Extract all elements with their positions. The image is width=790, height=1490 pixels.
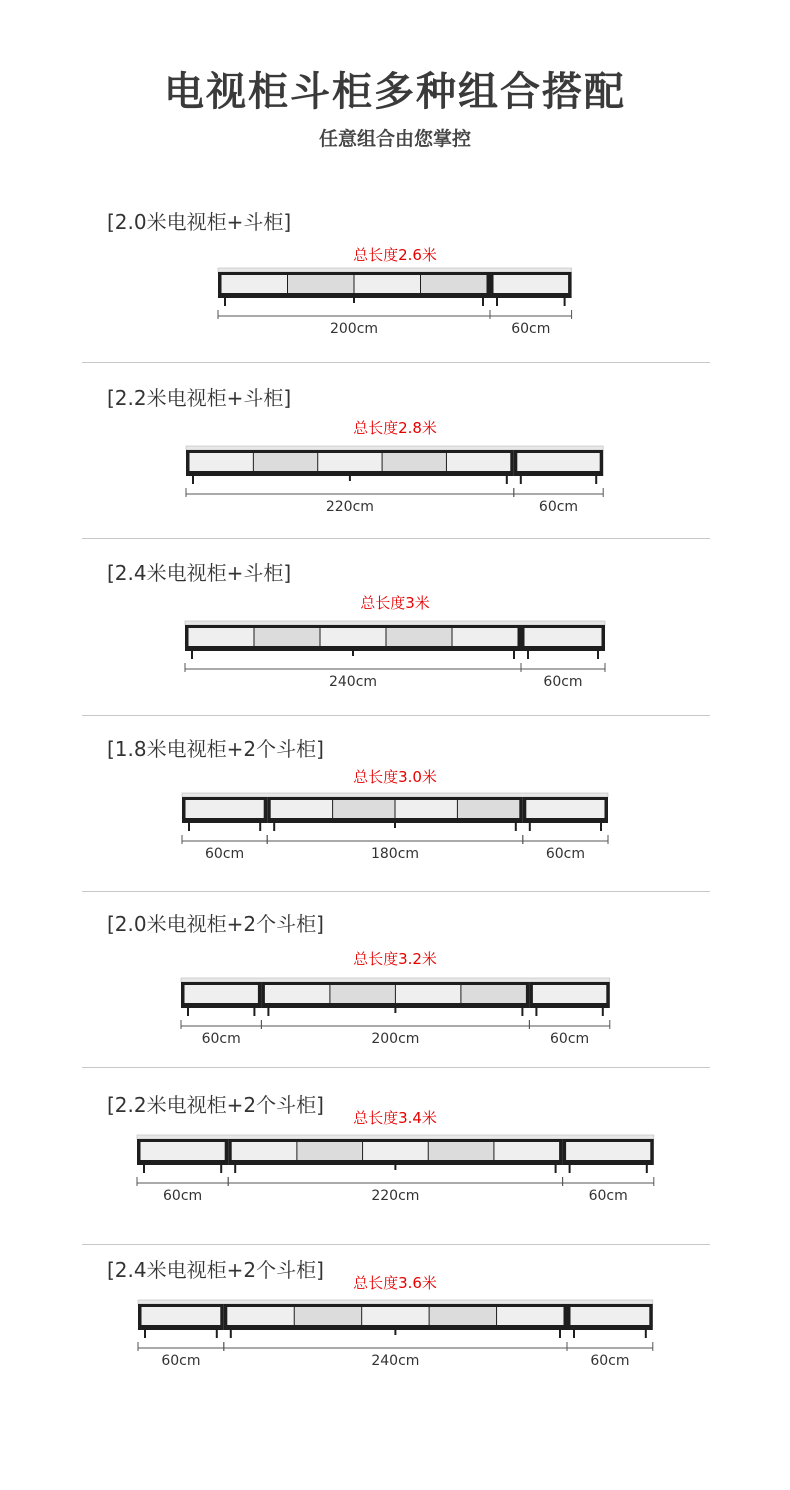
page-title: 电视柜斗柜多种组合搭配 <box>164 69 626 115</box>
cabinet-door <box>189 628 254 646</box>
cabinet-door <box>566 1142 650 1160</box>
cabinet-door <box>190 453 253 471</box>
cabinet-door <box>429 1142 494 1160</box>
section-divider <box>82 1067 710 1068</box>
cabinet-leg <box>394 1165 396 1170</box>
cabinet-door <box>186 800 264 818</box>
cabinet-door <box>363 1142 428 1160</box>
cabinet-leg <box>394 1330 396 1335</box>
cabinet-leg <box>353 298 355 303</box>
combo-section <box>0 557 790 727</box>
chest-cabinet-unit <box>563 1139 654 1173</box>
combo-section <box>0 1254 790 1424</box>
combo-title: [2.4米电视柜+斗柜] <box>107 561 292 585</box>
cabinet-door <box>396 985 461 1003</box>
cabinet-door <box>396 800 457 818</box>
cabinet-combination-drawing <box>0 1294 790 1394</box>
cabinet-leg <box>602 1008 604 1016</box>
cabinet-leg <box>224 298 226 306</box>
cabinet-door <box>517 453 599 471</box>
cabinet-door <box>222 275 288 293</box>
cabinet-door <box>271 800 332 818</box>
cabinet-leg <box>513 651 515 659</box>
cabinet-leg <box>646 1165 648 1173</box>
combo-title: [1.8米电视柜+2个斗柜] <box>107 737 324 761</box>
cabinet-leg <box>527 651 529 659</box>
chest-cabinet-unit <box>138 1304 224 1338</box>
cabinet-leg <box>573 1330 575 1338</box>
cabinet-door <box>318 453 381 471</box>
tv-cabinet-unit <box>218 272 490 306</box>
section-divider <box>82 715 710 716</box>
cabinet-door <box>330 985 395 1003</box>
top-slab <box>182 793 608 797</box>
top-slab <box>181 978 610 982</box>
dimension-label: 200cm <box>329 321 379 337</box>
chest-cabinet-unit <box>567 1304 653 1338</box>
cabinet-door <box>494 275 569 293</box>
dimension-label: 60cm <box>545 846 585 862</box>
combo-section <box>0 382 790 552</box>
cabinet-leg <box>267 1008 269 1016</box>
cabinet-door <box>142 1307 221 1325</box>
cabinet-leg <box>482 298 484 306</box>
dimension-label: 180cm <box>370 846 420 862</box>
cabinet-door <box>321 628 386 646</box>
cabinet-door <box>254 453 317 471</box>
cabinet-leg <box>143 1165 145 1173</box>
cabinet-door <box>447 453 510 471</box>
cabinet-leg <box>569 1165 571 1173</box>
cabinet-door <box>421 275 487 293</box>
total-length-label: 总长度3.2米 <box>353 950 437 968</box>
cabinet-leg <box>645 1330 647 1338</box>
cabinet-door <box>333 800 394 818</box>
cabinet-leg <box>352 651 354 656</box>
top-slab <box>186 446 603 450</box>
combo-title: [2.2米电视柜+斗柜] <box>107 386 292 410</box>
cabinet-door <box>387 628 452 646</box>
cabinet-door <box>497 1307 563 1325</box>
cabinet-leg <box>555 1165 557 1173</box>
cabinet-combination-drawing <box>0 262 790 362</box>
dimension-label: 60cm <box>201 1031 241 1047</box>
total-length-label: 总长度3.4米 <box>353 1109 437 1127</box>
dimension-label: 60cm <box>161 1353 201 1369</box>
cabinet-door <box>362 1307 428 1325</box>
section-divider <box>82 538 710 539</box>
combo-section <box>0 733 790 903</box>
cabinet-leg <box>597 651 599 659</box>
dimension-label: 60cm <box>588 1188 628 1204</box>
cabinet-combination-drawing <box>0 787 790 887</box>
cabinet-leg <box>559 1330 561 1338</box>
dimension-label: 240cm <box>328 674 378 690</box>
combo-title: [2.0米电视柜+斗柜] <box>107 210 292 234</box>
cabinet-leg <box>394 823 396 828</box>
cabinet-leg <box>230 1330 232 1338</box>
cabinet-leg <box>220 1165 222 1173</box>
cabinet-door <box>232 1142 297 1160</box>
cabinet-leg <box>191 651 193 659</box>
dimension-label: 220cm <box>371 1188 420 1204</box>
cabinet-leg <box>192 476 194 484</box>
cabinet-door <box>355 275 421 293</box>
cabinet-leg <box>188 823 190 831</box>
cabinet-leg <box>535 1008 537 1016</box>
chest-cabinet-unit <box>137 1139 228 1173</box>
cabinet-leg <box>595 476 597 484</box>
cabinet-door <box>185 985 258 1003</box>
cabinet-door <box>383 453 446 471</box>
cabinet-leg <box>349 476 351 481</box>
dimension-label: 240cm <box>371 1353 420 1369</box>
cabinet-door <box>571 1307 650 1325</box>
cabinet-leg <box>234 1165 236 1173</box>
cabinet-door <box>295 1307 361 1325</box>
tv-cabinet-unit <box>224 1304 567 1338</box>
combo-section <box>0 908 790 1078</box>
section-divider <box>82 362 710 363</box>
cabinet-leg <box>144 1330 146 1338</box>
dimension-label: 220cm <box>325 499 374 515</box>
cabinet-leg <box>253 1008 255 1016</box>
dimension-label: 200cm <box>371 1031 420 1047</box>
total-length-label: 总长度3.6米 <box>353 1274 437 1292</box>
cabinet-leg <box>259 823 261 831</box>
cabinet-door <box>458 800 519 818</box>
dimension-label: 60cm <box>511 321 551 337</box>
cabinet-door <box>255 628 320 646</box>
total-length-label: 总长度2.6米 <box>353 246 437 264</box>
cabinet-leg <box>216 1330 218 1338</box>
cabinet-door <box>533 985 606 1003</box>
cabinet-door <box>227 1307 293 1325</box>
dimension-label: 60cm <box>538 499 579 515</box>
cabinet-door <box>494 1142 559 1160</box>
cabinet-door <box>141 1142 225 1160</box>
tv-cabinet-unit <box>267 797 523 831</box>
cabinet-door <box>526 800 604 818</box>
dimension-label: 60cm <box>163 1188 203 1204</box>
tv-cabinet-unit <box>261 982 529 1016</box>
cabinet-leg <box>496 298 498 306</box>
dimension-label: 60cm <box>205 846 245 862</box>
top-slab <box>218 268 572 272</box>
combo-title: [2.2米电视柜+2个斗柜] <box>107 1093 324 1117</box>
cabinet-door <box>265 985 330 1003</box>
chest-cabinet-unit <box>529 982 609 1016</box>
cabinet-leg <box>394 1008 396 1013</box>
cabinet-leg <box>521 1008 523 1016</box>
cabinet-leg <box>515 823 517 831</box>
cabinet-door <box>430 1307 496 1325</box>
combo-section <box>0 206 790 376</box>
top-slab <box>138 1300 653 1304</box>
combo-section <box>0 1089 790 1259</box>
dimension-label: 60cm <box>550 1031 590 1047</box>
cabinet-combination-drawing <box>0 1129 790 1229</box>
cabinet-door <box>297 1142 362 1160</box>
tv-cabinet-unit <box>185 625 521 659</box>
top-slab <box>137 1135 654 1139</box>
chest-cabinet-unit <box>182 797 267 831</box>
tv-cabinet-unit <box>228 1139 562 1173</box>
cabinet-combination-drawing <box>0 972 790 1072</box>
combo-title: [2.0米电视柜+2个斗柜] <box>107 912 324 936</box>
combo-title: [2.4米电视柜+2个斗柜] <box>107 1258 324 1282</box>
cabinet-combination-drawing <box>0 615 790 715</box>
page-subtitle: 任意组合由您掌控 <box>318 128 471 150</box>
cabinet-leg <box>187 1008 189 1016</box>
cabinet-door <box>525 628 602 646</box>
cabinet-leg <box>529 823 531 831</box>
dimension-label: 60cm <box>590 1353 630 1369</box>
chest-cabinet-unit <box>514 450 603 484</box>
section-divider <box>82 891 710 892</box>
chest-cabinet-unit <box>521 625 605 659</box>
dimension-label: 60cm <box>543 674 583 690</box>
cabinet-door <box>453 628 518 646</box>
cabinet-door <box>461 985 526 1003</box>
section-divider <box>82 1244 710 1245</box>
total-length-label: 总长度3.0米 <box>353 768 437 786</box>
chest-cabinet-unit <box>181 982 261 1016</box>
total-length-label: 总长度3米 <box>360 594 430 612</box>
cabinet-leg <box>273 823 275 831</box>
cabinet-leg <box>600 823 602 831</box>
cabinet-leg <box>506 476 508 484</box>
top-slab <box>185 621 605 625</box>
cabinet-door <box>288 275 354 293</box>
cabinet-leg <box>564 298 566 306</box>
cabinet-combination-drawing <box>0 440 790 540</box>
tv-cabinet-unit <box>186 450 514 484</box>
total-length-label: 总长度2.8米 <box>353 419 437 437</box>
chest-cabinet-unit <box>490 272 572 306</box>
cabinet-leg <box>520 476 522 484</box>
chest-cabinet-unit <box>523 797 608 831</box>
